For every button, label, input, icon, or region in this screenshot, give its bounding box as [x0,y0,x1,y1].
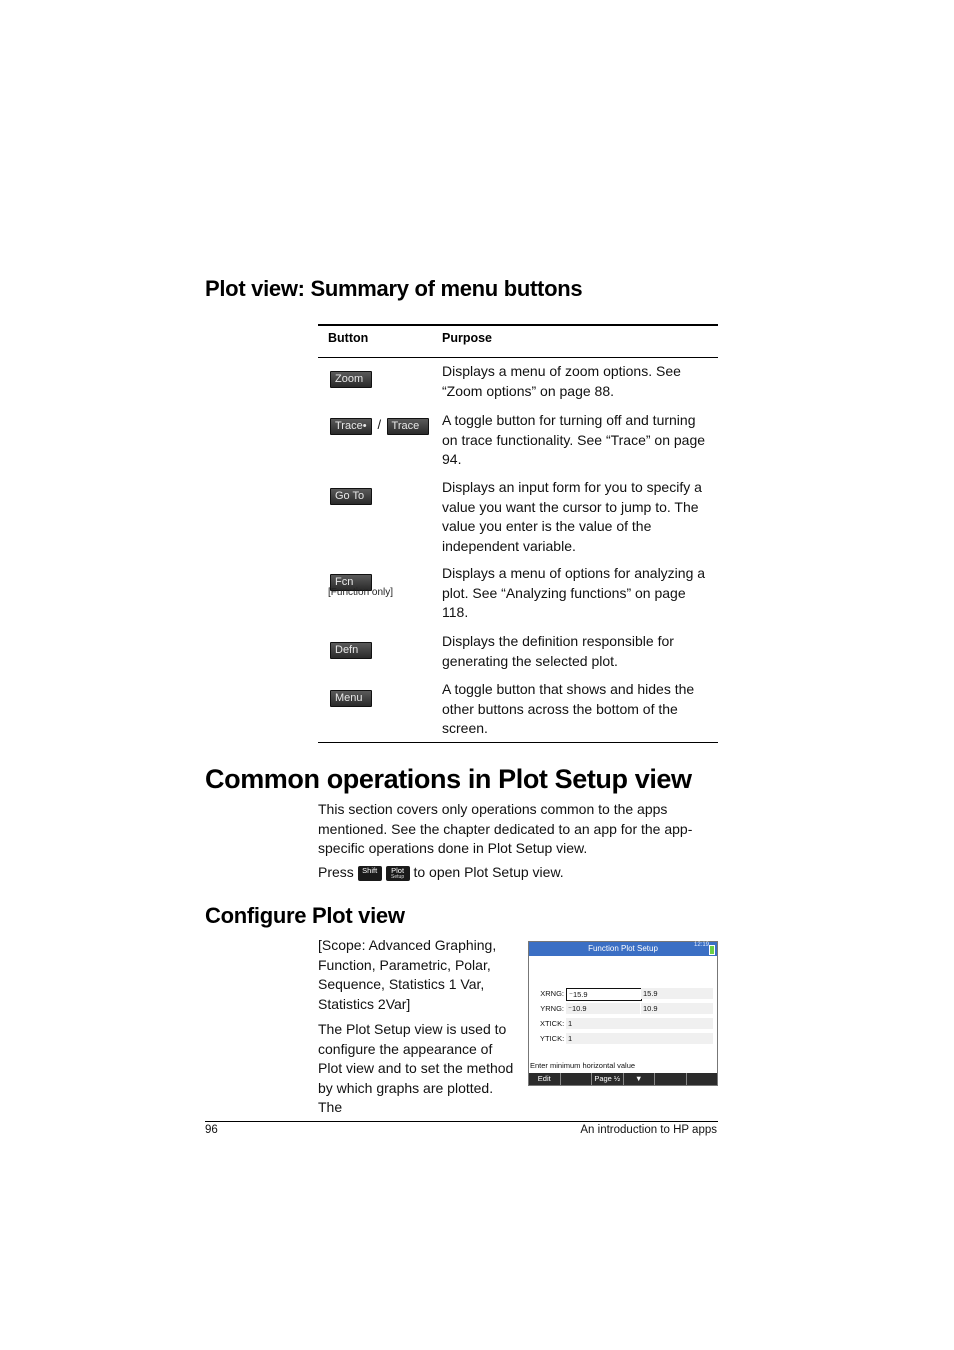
softkey-blank [687,1073,718,1085]
press-prefix: Press [318,864,354,880]
xrng-max-field: 15.9 [641,988,713,999]
calc-row-xtick: XTICK: 1 [529,1018,717,1030]
zoom-button: Zoom [330,371,372,388]
table-header-purpose: Purpose [442,331,493,345]
purpose-zoom: Displays a menu of zoom options. See “Zoom options” on page 88. [442,363,681,399]
table-row [330,416,429,435]
menu-button: Menu [330,690,372,707]
calc-row-ytick: YTICK: 1 [529,1033,717,1045]
table-header-button: Button [328,331,369,345]
table-top-rule [318,324,718,326]
xtick-field: 1 [566,1018,713,1029]
section-heading-configure-plot: Configure Plot view [205,903,405,928]
page-number: 96 [205,1124,218,1136]
footer-rule [205,1121,718,1122]
yrng-min-field: ⁻10.9 [566,1003,640,1014]
softkey-blank [561,1073,593,1085]
purpose-go-to: Displays an input form for you to specify a value you want the cursor to jump to. The value you enter is the value of the independent variable. [442,479,702,554]
calc-title-bar [529,942,717,956]
purpose-menu: A toggle button that shows and hides the other buttons across the bottom of the screen. [442,681,695,736]
yrng-max-field: 10.9 [641,1003,713,1014]
calculator-screenshot [528,941,718,1086]
plot-setup-key-icon: Plot Setup [386,866,410,881]
defn-button: Defn [330,642,372,659]
chapter-title: An introduction to HP apps [580,1124,717,1136]
ytick-field: 1 [566,1033,713,1044]
calc-softkey-bar [529,1073,717,1085]
toggle-separator: / [377,417,382,432]
press-instruction [318,863,718,883]
plot-setup-intro: This section covers only operations common to the apps mentioned. See the chapter dedicated to an app for the app-specific operations done in Plot Setup view. [318,801,693,856]
trace-button: Trace [387,418,429,435]
trace-on-button: Trace• [330,418,372,435]
table-bottom-rule [318,742,718,743]
section-heading-menu-buttons: Plot view: Summary of menu buttons [205,276,583,301]
function-only-note: [Function only] [328,587,394,598]
table-row [330,688,372,707]
press-suffix: to open Plot Setup view. [413,864,564,880]
calc-time: 12:19 [693,942,709,948]
purpose-defn: Displays the definition responsible for generating the selected plot. [442,633,674,669]
calc-title: Function Plot Setup [588,944,658,953]
softkey-blank [655,1073,687,1085]
softkey-down-arrow: ▼ [624,1073,656,1085]
table-header-rule [318,357,718,358]
softkey-edit: Edit [529,1073,561,1085]
calc-help-message: Enter minimum horizontal value [530,1061,636,1070]
scope-text: [Scope: Advanced Graphing, Function, Parametric, Polar, Sequence, Statistics 1 Var, Statistics 2Var] [318,937,497,1012]
table-row [330,640,372,659]
go-to-button: Go To [330,488,372,505]
calc-row-xrng: XRNG: ⁻15.9 15.9 [529,988,717,1000]
shift-key-icon: Shift [358,866,382,881]
softkey-page: Page ½ [592,1073,624,1085]
table-row [330,486,372,505]
fcn-button: Fcn [330,574,372,591]
calc-row-yrng: YRNG: ⁻10.9 10.9 [529,1003,717,1015]
purpose-trace: A toggle button for turning off and turning on trace functionality. See “Trace” on page 94. [442,412,706,467]
battery-icon [709,945,715,955]
purpose-fcn: Displays a menu of options for analyzing a plot. See “Analyzing functions” on page 118. [442,565,706,620]
table-row [330,369,372,388]
section-heading-plot-setup: Common operations in Plot Setup view [205,764,692,794]
plot-setup-description: The Plot Setup view is used to configure the appearance of Plot view and to set the method by which graphs are plotted. The [318,1021,514,1115]
xrng-min-field: ⁻15.9 [566,988,642,1001]
